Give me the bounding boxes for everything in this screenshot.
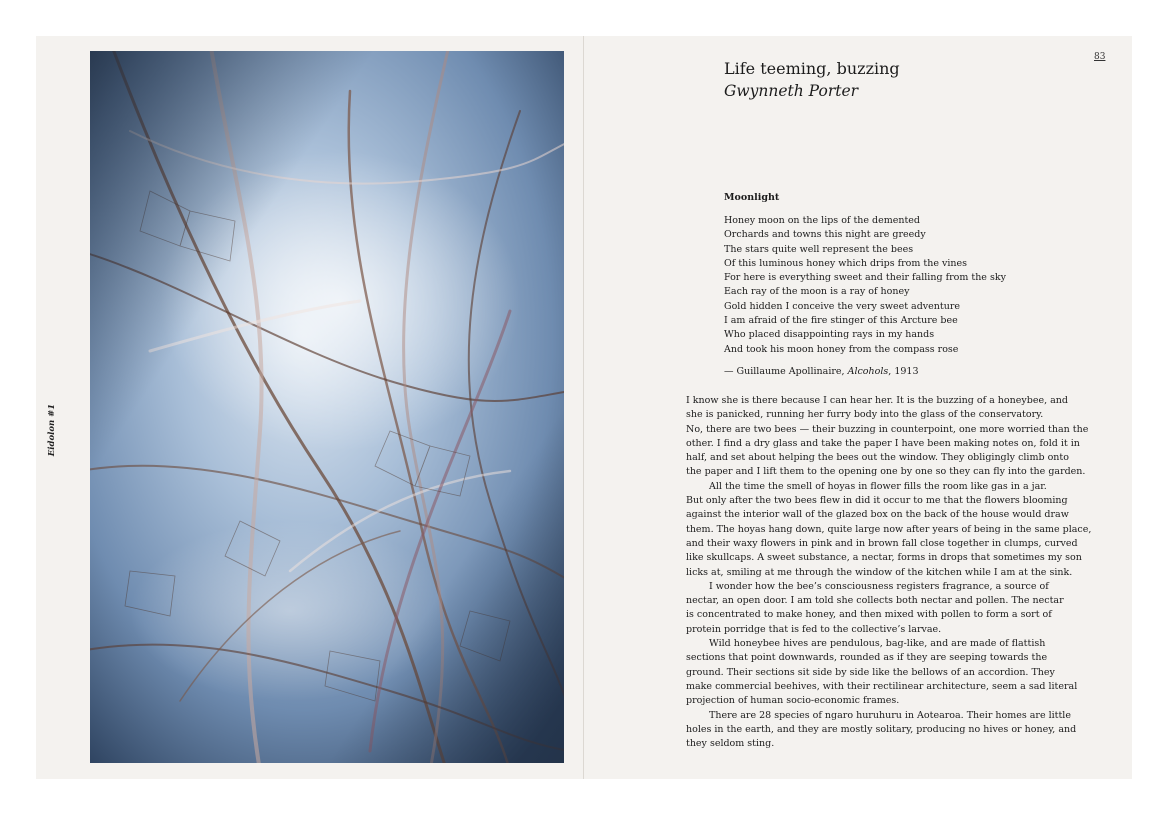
poem-line: Of this luminous honey which drips from the vines bbox=[724, 257, 968, 269]
body-line: Wild honeybee hives are pendulous, bag-like, and are made of flattish bbox=[709, 638, 1046, 650]
photo-caption: Eidolon #1 bbox=[47, 403, 57, 457]
body-line: But only after the two bees flew in did it occur to me that the flowers blooming bbox=[686, 495, 1068, 507]
attribution-prefix: — Guillaume Apollinaire, bbox=[724, 366, 848, 377]
body-line: All the time the smell of hoyas in flower fills the room like gas in a jar. bbox=[709, 480, 1047, 492]
poem-line: Each ray of the moon is a ray of honey bbox=[724, 286, 910, 298]
body-line: and their waxy flowers in pink and in brown fall close together in clumps, curved bbox=[686, 537, 1078, 549]
poem-line: For here is everything sweet and their falling from the sky bbox=[724, 272, 1006, 284]
poem-line: Orchards and towns this night are greedy bbox=[724, 229, 926, 241]
poem-line: Honey moon on the lips of the demented bbox=[724, 215, 921, 226]
body-line: nectar, an open door. I am told she collects both nectar and pollen. The nectar bbox=[686, 595, 1064, 607]
body-line: make commercial beehives, with their rectilinear architecture, seem a sad literal bbox=[686, 680, 1078, 692]
body-line: other. I find a dry glass and take the paper I have been making notes on, fold it in bbox=[686, 437, 1080, 449]
body-line: half, and set about helping the bees out the window. They obligingly climb onto bbox=[686, 452, 1069, 464]
body-line: There are 28 species of ngaro huruhuru in Aotearoa. Their homes are little bbox=[709, 709, 1071, 721]
body-line: protein porridge that is fed to the collective’s larvae. bbox=[686, 623, 942, 635]
body-line: ground. Their sections sit side by side like the bellows of an accordion. They bbox=[686, 666, 1055, 678]
body-line: like skullcaps. A sweet substance, a nectar, forms in drops that sometimes my son bbox=[686, 552, 1082, 564]
body-line: I know she is there because I can hear her. It is the buzzing of a honeybee, and bbox=[686, 395, 1068, 406]
attribution-work: Alcohols bbox=[847, 366, 889, 377]
article-body bbox=[686, 394, 1091, 751]
attribution-year: , 1913 bbox=[888, 366, 919, 377]
body-line: holes in the earth, and they are mostly solitary, producing no hives or honey, and bbox=[686, 723, 1077, 735]
poem-line: And took his moon honey from the compass rose bbox=[724, 343, 959, 355]
body-line: is concentrated to make honey, and then mixed with pollen to form a sort of bbox=[686, 609, 1052, 621]
poem-line: I am afraid of the fire stinger of this Arcture bee bbox=[724, 315, 958, 327]
body-line: licks at, smiling at me through the window of the kitchen while I am at the sink. bbox=[686, 566, 1073, 578]
poem-line: Who placed disappointing rays in my hands bbox=[724, 329, 935, 341]
page-number: 83 bbox=[1094, 52, 1106, 62]
author-name: Gwynneth Porter bbox=[724, 82, 859, 100]
article-title: Life teeming, buzzing bbox=[724, 59, 900, 78]
body-line: she is panicked, running her furry body into the glass of the conservatory. bbox=[686, 409, 1044, 421]
body-line: them. The hoyas hang down, quite large now after years of being in the same place, bbox=[686, 523, 1092, 535]
body-line: sections that point downwards, rounded as if they are seeping towards the bbox=[686, 652, 1048, 664]
body-line: the paper and I lift them to the opening one by one so they can fly into the garden. bbox=[686, 466, 1086, 478]
poem-line: The stars quite well represent the bees bbox=[724, 243, 914, 255]
body-line: No, there are two bees — their buzzing in counterpoint, one more worried than the bbox=[686, 423, 1089, 435]
poem-line: Gold hidden I conceive the very sweet adventure bbox=[724, 300, 960, 312]
poem-attribution bbox=[724, 366, 919, 377]
body-line: projection of human socio-economic frames. bbox=[686, 695, 900, 707]
body-line: they seldom sting. bbox=[686, 738, 775, 750]
bee-wing-photograph bbox=[90, 51, 564, 763]
poem-text bbox=[724, 214, 1006, 357]
photograph-illustration bbox=[90, 51, 564, 763]
poem-title: Moonlight bbox=[724, 192, 780, 203]
body-line: against the interior wall of the glazed box on the back of the house would draw bbox=[686, 509, 1069, 521]
page-gutter bbox=[583, 36, 584, 779]
body-line: I wonder how the bee’s consciousness registers fragrance, a source of bbox=[709, 580, 1049, 592]
